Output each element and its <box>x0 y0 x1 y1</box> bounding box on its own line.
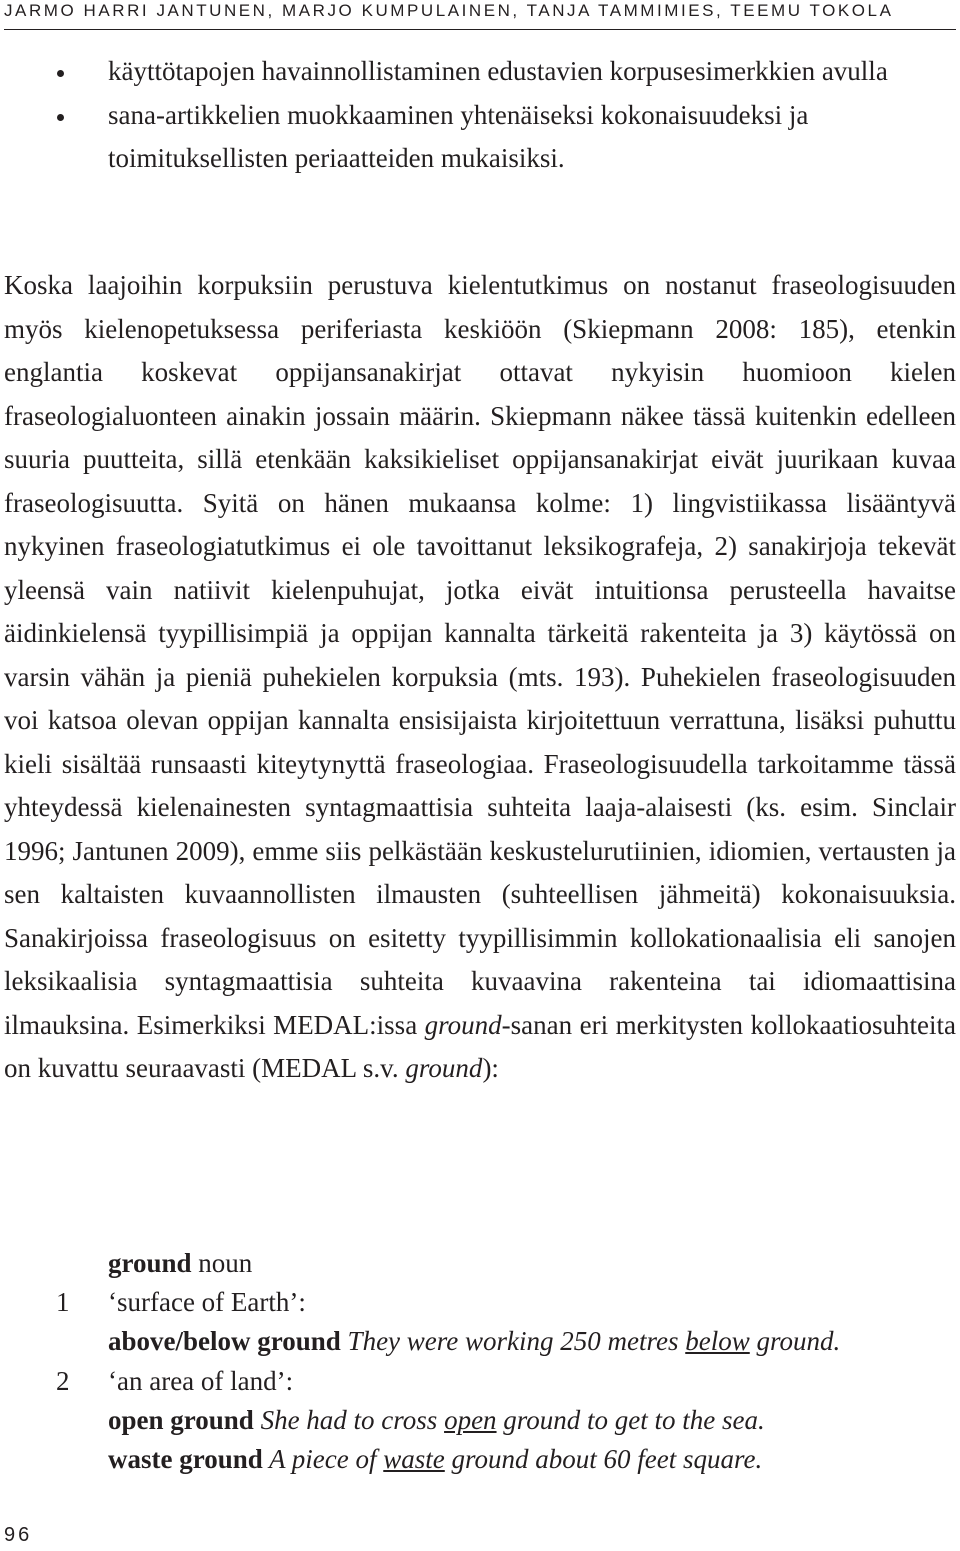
example-text: ground to get to the sea. <box>496 1404 765 1435</box>
body-paragraph <box>4 264 956 1091</box>
bullet-item <box>0 94 960 181</box>
example-collocation: waste ground <box>108 1444 263 1475</box>
page-number: 96 <box>4 1524 33 1546</box>
example-sentence <box>263 1444 762 1474</box>
entry-headword: ground <box>108 1248 192 1278</box>
example-text: They were working 250 metres <box>340 1326 686 1357</box>
example-line <box>0 1440 960 1479</box>
header-rule <box>4 29 956 30</box>
bullet-dot-icon <box>57 114 64 121</box>
example-sentence <box>254 1405 765 1435</box>
bullet-text: sana-artikkelien muokkaaminen yhtenäiseksi kokonaisuudeksi ja toimituksellisten periaatteiden mukaisiksi. <box>108 99 809 173</box>
example-text: A piece of <box>262 1444 384 1475</box>
example-sentence <box>341 1326 840 1356</box>
example-underlined-word: below <box>685 1326 750 1357</box>
example-line <box>0 1322 960 1361</box>
sense-line <box>0 1362 960 1401</box>
bullet-list <box>0 50 960 181</box>
sense-line <box>0 1283 960 1322</box>
sense-gloss: ‘an area of land’: <box>108 1365 294 1396</box>
sense-gloss: ‘surface of Earth’: <box>108 1287 306 1318</box>
running-head: JARMO HARRI JANTUNEN, MARJO KUMPULAINEN, TANJA TAMMIMIES, TEEMU TOKOLA <box>4 1 894 20</box>
paragraph-text: ): <box>482 1053 499 1083</box>
example-text: ground. <box>749 1326 841 1357</box>
example-line <box>0 1401 960 1440</box>
example-underlined-word: waste <box>383 1444 445 1475</box>
example-text: She had to cross <box>253 1404 445 1435</box>
paragraph-text: Koska laajoihin korpuksiin perustuva kielentutkimus on nostanut fraseologisuuden myös kielenopetuksessa periferiasta keskiöön (Skiepmann 2008: 185), etenkin englantia koskevat oppijansanakirjat ottavat nykyisin huomioon kielen fraseologialuonteen ainakin jossain määrin. Skiepmann näkee tässä kuitenkin edelleen suuria puutteita, sillä etenkään kaksikieliset oppijansanakirjat eivät juurikaan kuvaa fraseologisuutta. Syitä on hänen mukaansa kolme: 1) lingvistiikassa lisääntyvä nykyinen fraseologiatutkimus ei ole tavoittanut leksikografeja, 2) sanakirjoja tekevät yleensä vain natiivit kielenpuhujat, jotka eivät intuitionsa perusteella havaitse äidinkielensä tyypillisimpiä ja oppijan kannalta tärkeitä rakenteita ja 3) käytössä on varsin vähän ja pieniä puhekielen korpuksia (mts. 193). Puhekielen fraseologisuuden voi katsoa olevan oppijan kannalta ensisijaista kirjoitettuun verrattuna, lisäksi puhuttu kieli sisältää runsaasti kiteytynyttä fraseologiaa. Fraseologisuudella tarkoitamme tässä yhteydessä kielenainesten syntagmaattisia suhteita laaja-alaisesti (ks. esim. Sinclair 1996; Jantunen 2009), emme siis pelkästään keskustelurutiinien, idiomien, vertausten ja sen kaltaisten kuvaannollisten ilmausten (suhteellisen jähmeitä) kokonaisuuksia. Sanakirjoissa fraseologisuus on esitetty tyypillisimmin kollokationaalisia eli sanojen leksikaalisia syntagmaattisia suhteita kuvaavina rakenteina tai idiomaattisina ilmauksina. Esimerkiksi MEDAL:issa <box>4 270 956 1040</box>
bullet-item <box>0 50 960 94</box>
entry-part-of-speech: noun <box>191 1248 253 1278</box>
entry-headword-line <box>0 1244 960 1283</box>
paragraph-italic-term: ground <box>424 1009 502 1040</box>
bullet-dot-icon <box>57 70 64 77</box>
example-text: ground about 60 feet square. <box>444 1444 763 1475</box>
paragraph-text: -sanan eri merkitysten kollokaatiosuhteita on kuvattu seuraavasti (MEDAL s.v. <box>4 1009 956 1083</box>
sense-number: 2 <box>56 1365 70 1396</box>
example-collocation: above/below ground <box>108 1326 341 1357</box>
dictionary-entry <box>0 1244 960 1479</box>
bullet-text: käyttötapojen havainnollistaminen edustavien korpusesimerkkien avulla <box>108 56 888 86</box>
example-underlined-word: open <box>444 1404 497 1435</box>
sense-number: 1 <box>56 1287 70 1318</box>
paragraph-italic-term: ground <box>405 1053 483 1083</box>
example-collocation: open ground <box>108 1404 254 1435</box>
